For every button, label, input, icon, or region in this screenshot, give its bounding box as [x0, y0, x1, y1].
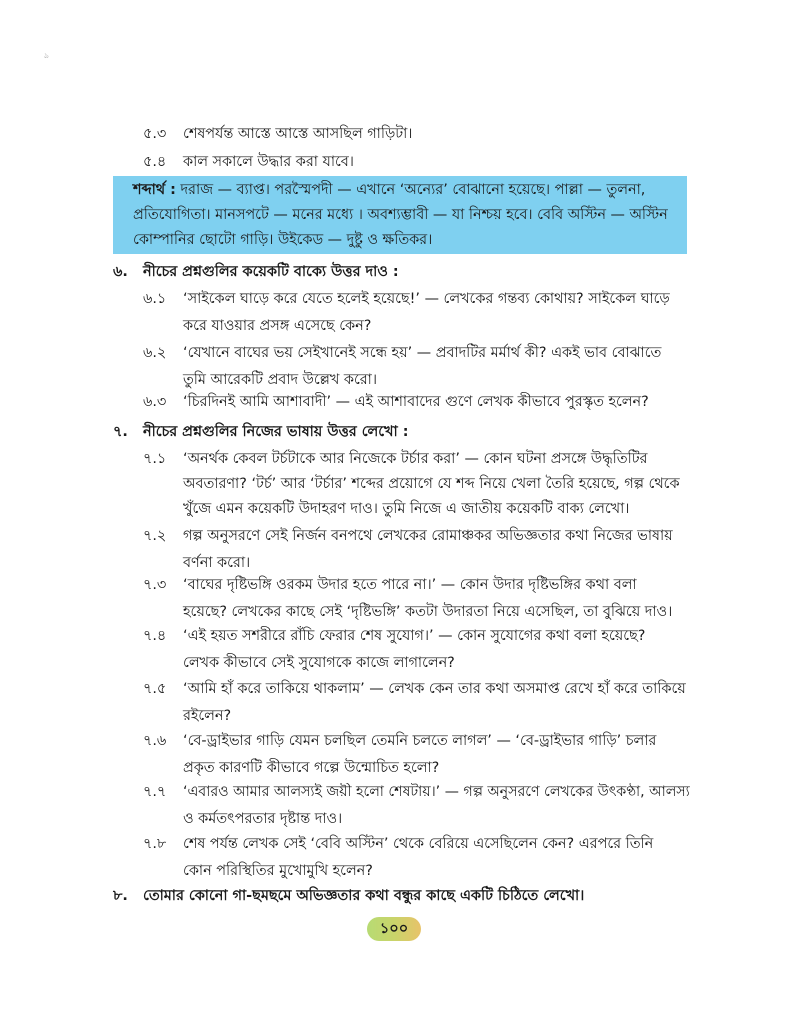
question-title: নীচের প্রশ্নগুলির নিজের ভাষায় উত্তর লেখো :	[143, 424, 409, 440]
sub-text-line: খুঁজে এমন কয়েকটি উদাহরণ দাও। তুমি নিজে এ জাতীয় কয়েকটি বাক্য লেখো।	[183, 501, 630, 517]
question-title: তোমার কোনো গা-ছমছমে অভিজ্ঞতার কথা বন্ধুর কাছে একটি চিঠিতে লেখো।	[143, 888, 585, 904]
corner-mark: ঌ	[44, 51, 49, 60]
sub-text-line: শেষ পর্যন্ত লেখক সেই ‘বেবি অস্টিন’ থেকে বেরিয়ে এসেছিলেন কেন? এরপরে তিনি	[183, 836, 654, 852]
glossary-box	[113, 176, 687, 254]
sub-number: ৭.৭	[143, 784, 167, 800]
sub-text-line: প্রকৃত কারণটি কীভাবে গল্পে উন্মোচিত হলো?	[183, 760, 440, 776]
item-text: শেষপর্যন্ত আস্তে আস্তে আসছিল গাড়িটা।	[183, 126, 413, 142]
sub-number: ৭.৬	[143, 733, 167, 749]
question-number: ৮.	[113, 888, 128, 904]
glossary-text-1: দরাজ — ব্যাপ্ত। পরস্মৈপদী — এখানে ‘অন্যের’ বোঝানো হয়েছে। পাল্লা — তুলনা,	[180, 182, 646, 198]
sub-number: ৭.৪	[143, 628, 167, 644]
sub-text-line: ‘অনর্থক কেবল টর্চটাকে আর নিজেকে টর্চার করা’ — কোন ঘটনা প্রসঙ্গে উদ্ধৃতিটির	[183, 451, 648, 467]
sub-text-line: গল্প অনুসরণে সেই নির্জন বনপথে লেখকের রোমাঞ্চকর অভিজ্ঞতার কথা নিজের ভাষায়	[183, 528, 673, 544]
sub-text-line: ‘এবারও আমার আলস্যই জয়ী হলো শেষটায়।’ — গল্প অনুসরণে লেখকের উৎকণ্ঠা, আলস্য	[183, 784, 690, 800]
sub-text-line: রইলেন?	[183, 708, 232, 724]
glossary-line-3: কোম্পানির ছোটো গাড়ি। উইকেড — দুষ্টু ও ক্ষতিকর।	[133, 232, 433, 248]
sub-number: ৭.৮	[143, 836, 167, 852]
glossary-label: শব্দার্থ :	[133, 182, 176, 198]
sub-text-line: হয়েছে? লেখকের কাছে সেই ‘দৃষ্টিভঙ্গি’ কতটা উদারতা নিয়ে এসেছিল, তা বুঝিয়ে দাও।	[183, 604, 673, 620]
sub-number: ৭.৩	[143, 577, 167, 593]
sub-number: ৬.৩	[143, 394, 167, 410]
sub-number: ৭.২	[143, 528, 167, 544]
sub-text-line: তুমি আরেকটি প্রবাদ উল্লেখ করো।	[183, 372, 377, 388]
sub-text-line: বর্ণনা করো।	[183, 555, 251, 571]
sub-text-line: ‘যেখানে বাঘের ভয় সেইখানেই সন্ধে হয়’ — প্রবাদটির মর্মার্থ কী? একই ভাব বোঝাতে	[183, 345, 662, 361]
question-number: ৭.	[113, 424, 128, 440]
sub-text-line: ‘আমি হাঁ করে তাকিয়ে থাকলাম’ — লেখক কেন তার কথা অসমাপ্ত রেখে হাঁ করে তাকিয়ে	[183, 681, 686, 697]
item-number: ৫.৩	[143, 126, 167, 142]
sub-text-line: ‘বাঘের দৃষ্টিভঙ্গি ওরকম উদার হতে পারে না।’ — কোন উদার দৃষ্টিভঙ্গির কথা বলা	[183, 577, 637, 593]
sub-text-line: কোন পরিস্থিতির মুখোমুখি হলেন?	[183, 863, 373, 879]
sub-number: ৬.২	[143, 345, 167, 361]
glossary-line-1	[133, 178, 679, 203]
sub-number: ৬.১	[143, 291, 167, 307]
sub-text-line: ও কর্মতৎপরতার দৃষ্টান্ত দাও।	[183, 811, 343, 827]
sub-text-line: ‘চিরদিনই আমি আশাবাদী’ — এই আশাবাদের গুণে লেখক কীভাবে পুরস্কৃত হলেন?	[183, 394, 649, 410]
question-number: ৬.	[113, 264, 128, 280]
sub-number: ৭.৫	[143, 681, 167, 697]
sub-text-line: অবতারণা? ‘টর্চ’ আর ‘টর্চার’ শব্দের প্রয়োগে যে শব্দ নিয়ে খেলা তৈরি হয়েছে, গল্প থেকে	[183, 476, 680, 492]
item-number: ৫.৪	[143, 154, 167, 170]
sub-text-line: ‘এই হয়ত সশরীরে রাঁচি ফেরার শেষ সুযোগ।’ — কোন সুযোগের কথা বলা হয়েছে?	[183, 628, 646, 644]
sub-text-line: লেখক কীভাবে সেই সুযোগকে কাজে লাগালেন?	[183, 655, 455, 671]
sub-text-line: করে যাওয়ার প্রসঙ্গ এসেছে কেন?	[183, 318, 372, 334]
item-text: কাল সকালে উদ্ধার করা যাবে।	[183, 154, 354, 170]
sub-text-line: ‘সাইকেল ঘাড়ে করে যেতে হলেই হয়েছে!’ — লেখকের গন্তব্য কোথায়? সাইকেল ঘাড়ে	[183, 291, 670, 307]
sub-text-line: ‘বে-ড্রাইভার গাড়ি যেমন চলছিল তেমনি চলতে লাগল’ — ‘বে-ড্রাইভার গাড়ি’ চলার	[183, 733, 657, 749]
page-number-badge: ১০০	[367, 917, 421, 941]
glossary-line-2: প্রতিযোগিতা। মানসপটে — মনের মধ্যে । অবশ্যম্ভাবী — যা নিশ্চয় হবে। বেবি অস্টিন — অস্টিন	[133, 207, 668, 223]
sub-number: ৭.১	[143, 451, 167, 467]
question-title: নীচের প্রশ্নগুলির কয়েকটি বাক্যে উত্তর দাও :	[143, 264, 399, 280]
